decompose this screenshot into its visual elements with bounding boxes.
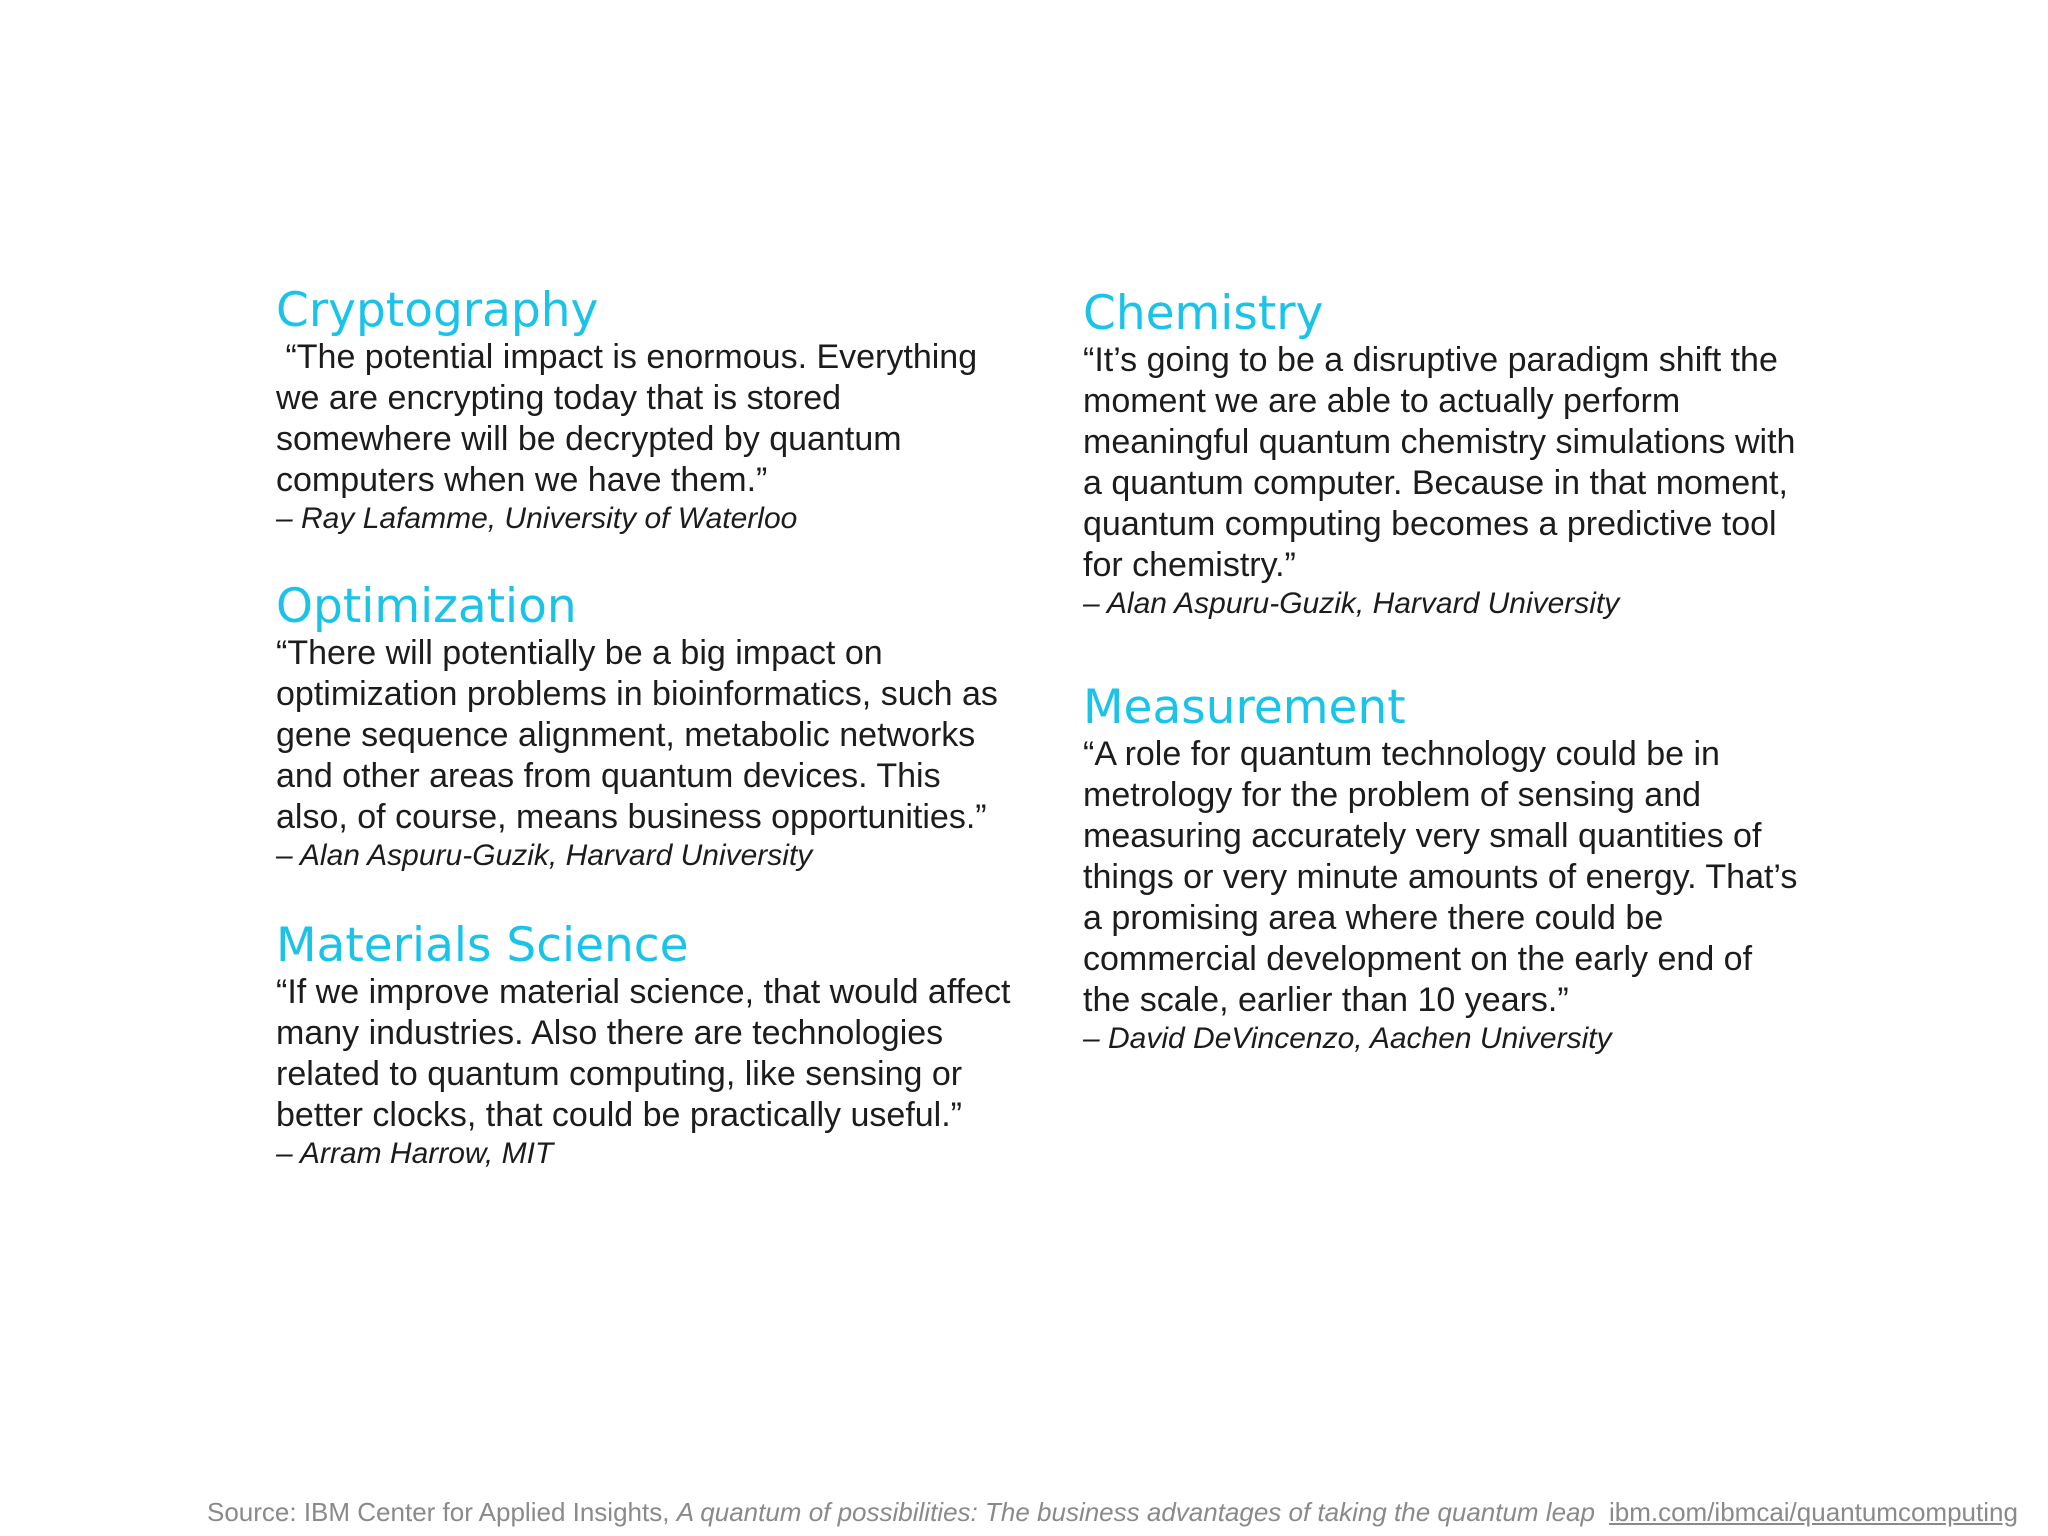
quote-line: optimization problems in bioinformatics, such as <box>276 675 998 713</box>
section-heading: Cryptography <box>276 283 599 338</box>
source-footer <box>207 1496 2037 1528</box>
source-title: A quantum of possibilities: The business advantages of taking the quantum leap <box>676 1497 1595 1527</box>
quote-line: related to quantum computing, like sensing or <box>276 1055 963 1093</box>
section-optimization <box>276 581 1056 874</box>
quote-line: a quantum computer. Because in that moment, <box>1083 464 1788 502</box>
quote-attribution: – Ray Lafamme, University of Waterloo <box>276 502 798 535</box>
quote-line: measuring accurately very small quantities of <box>1083 817 1762 855</box>
section-heading: Measurement <box>1083 680 1406 735</box>
section-heading: Materials Science <box>276 918 689 973</box>
section-measurement <box>1083 682 1863 1057</box>
quote <box>276 337 1056 501</box>
quote-line: better clocks, that could be practically useful.” <box>276 1096 962 1134</box>
quote-line: gene sequence alignment, metabolic networks <box>276 716 976 754</box>
quote-line: moment we are able to actually perform <box>1083 382 1681 420</box>
quote-line: “There will potentially be a big impact on <box>276 634 883 672</box>
quote <box>1083 340 1863 586</box>
source-link[interactable]: ibm.com/ibmcai/quantumcomputing <box>1608 1497 2018 1527</box>
quote <box>1083 734 1863 1021</box>
source-prefix: Source: IBM Center for Applied Insights, <box>207 1497 677 1527</box>
quote-attribution: – Alan Aspuru-Guzik, Harvard University <box>1083 587 1620 620</box>
quote <box>276 633 1056 838</box>
quote-line: “A role for quantum technology could be in <box>1083 735 1720 773</box>
quote-line: “If we improve material science, that would affect <box>276 973 1011 1011</box>
quote-line: for chemistry.” <box>1083 546 1296 584</box>
section-heading: Chemistry <box>1083 286 1324 341</box>
quote-line: “The potential impact is enormous. Everything <box>276 338 978 376</box>
quote <box>276 972 1056 1136</box>
section-materials-science <box>276 920 1056 1172</box>
quote-line: many industries. Also there are technologies <box>276 1014 944 1052</box>
quote-line: we are encrypting today that is stored <box>276 379 842 417</box>
quote-line: also, of course, means business opportunities.” <box>276 798 987 836</box>
section-heading: Optimization <box>276 579 577 634</box>
quote-attribution: – David DeVincenzo, Aachen University <box>1083 1022 1612 1055</box>
quote-line: meaningful quantum chemistry simulations with <box>1083 423 1796 461</box>
quote-attribution: – Alan Aspuru-Guzik, Harvard University <box>276 839 813 872</box>
quote-line: computers when we have them.” <box>276 461 768 499</box>
quote-line: quantum computing becomes a predictive tool <box>1083 505 1777 543</box>
quote-line: “It’s going to be a disruptive paradigm shift the <box>1083 341 1778 379</box>
section-cryptography <box>276 285 1056 537</box>
quote-line: somewhere will be decrypted by quantum <box>276 420 902 458</box>
quote-attribution: – Arram Harrow, MIT <box>276 1137 554 1170</box>
quote-line: a promising area where there could be <box>1083 899 1664 937</box>
section-chemistry <box>1083 288 1863 622</box>
quote-line: things or very minute amounts of energy. That’s <box>1083 858 1798 896</box>
quote-line: the scale, earlier than 10 years.” <box>1083 981 1569 1019</box>
quote-line: commercial development on the early end of <box>1083 940 1753 978</box>
quote-line: and other areas from quantum devices. This <box>276 757 941 795</box>
quote-line: metrology for the problem of sensing and <box>1083 776 1702 814</box>
